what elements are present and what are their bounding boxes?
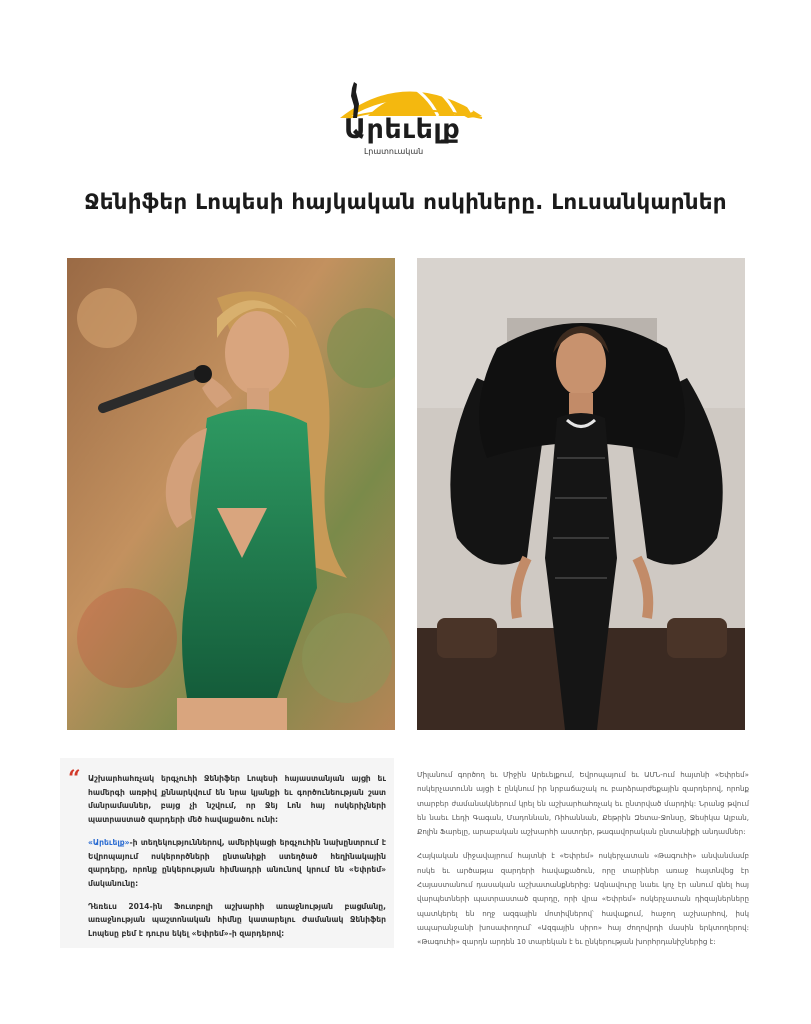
black-gown-photo[interactable] [417, 258, 745, 730]
quote-mark-icon: “ [68, 766, 81, 792]
logo-wordmark: Արեւելք [344, 114, 461, 145]
quote-paragraph: Աշխարհահռչակ երգչուհի Ջենիֆեր Լոպեսի հայաստանյան այցի եւ համերգի առթիվ քննարկվում են նրա կյանքի եւ գործունեության շատ մանրամասներ, բայց չի նշվում, որ Ջեյ Լոն հայ ոսկերիչների պատրաստած զարդերի մեծ հավաքածու ունի: [88, 774, 386, 825]
body-paragraph: Հայկական միջավայրում հայտնի է «Եփրեմ» ոսկերչատան «Թագուհի» անվանմամբ ոսկե եւ արծաթյա զարդերի հավաքածուն, որը տարիներ առաջ հայտնվեց էր Հայաստանում դասական աշխատանքներից: Ազնավուրը նաեւ կոչ էր անում գնել հայ վարպետների պատրաստած զարդը, որի վրա «Եփրեմ» ոսկերչատան դիզայներները պատկերել են ողջ ազգային մոտիվներով՝ հավաքում, հաջող աշխարհով, իսկ ապարանջանի խոսափողում՝ «Ազգային սիրո» հայ ժողովրդի մասին երկտողերով: «Թագուհի» զարդն արդեն 10 տարեկան է եւ ընկերության խորհրդանիշներից է: [417, 851, 749, 947]
site-logo[interactable] [318, 72, 494, 158]
quote-paragraph [88, 836, 386, 891]
article-title: Ջենիֆեր Լոպեսի հայկական ոսկիները. Լուսանկարներ [84, 190, 727, 215]
source-link[interactable]: «Արեւելք» [88, 837, 130, 847]
body-paragraph: Միլանում գործող եւ Միջին Արեւելքում, Եվրոպայում եւ ԱՄՆ-ում հայտնի «Եփրեմ» ոսկերչատունն այցի է ընկնում իր նրբաճաշակ ու բարձրարժեքային զարդերով, որոնք տարբեր ժամանակներում կրել են աշխարհահռչակ եւ ընտրված մարդիկ: Նրանց թվում են նաեւ Լեդի Գագան, Մադոննան, Ռիհաննան, Քեթրին Զետա-Ջոնսը, Ջեսիկա Ալբան, Քոլին Ֆարելը, արաբական աշխարհի աստղեր, թագավորական ընտանիքի անդամներ: [417, 770, 749, 837]
pull-quote [88, 772, 386, 950]
logo-tagline: Լրատուական [364, 147, 424, 156]
black-gown-image [417, 258, 745, 730]
quote-paragraph-text: -ի տեղեկություններով, ամերիկացի երգչուհին նախընտրում է Եվրոպայում ոսկերործների ընտանիքի ստեղծած հեղինակային զարդերը, որոնք ընկերության հիմնադրի անունով կրում են «Եփրեմ» մականունը: [88, 837, 386, 888]
stage-performance-photo[interactable] [67, 258, 395, 730]
singer-stage-image [67, 258, 395, 730]
quote-paragraph: Դեռեւս 2014-ին Ֆուտբոլի աշխարհի առաջնության բացմանը, առաջնության պաշտոնական հիմնը կատարելու ժամանակ Ջենիֆեր Լոպեսը բեմ է դուրս եկել «Եփրեմ»-ի զարդերով: [88, 901, 386, 939]
article-body [417, 768, 749, 960]
